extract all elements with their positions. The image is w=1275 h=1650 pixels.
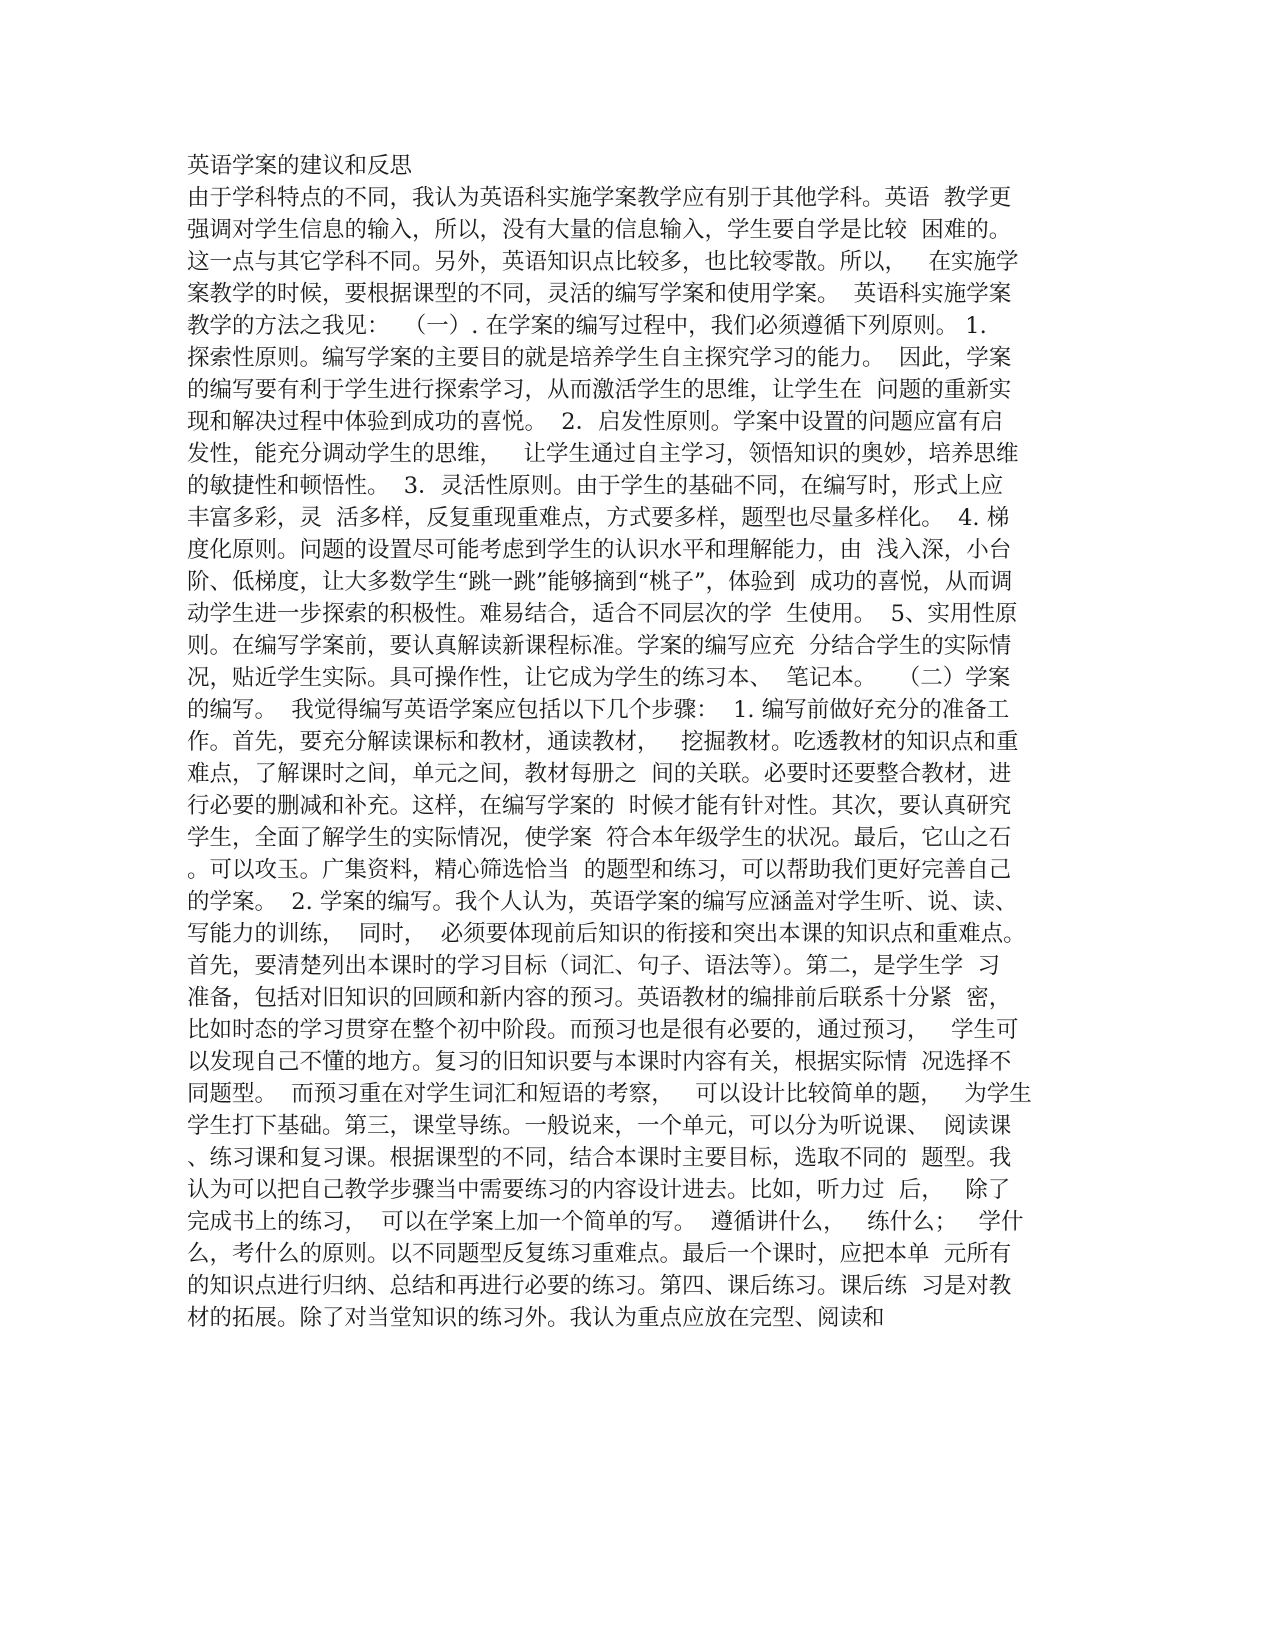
body-line: 行必要的删减和补充。这样，在编写学案的 时候才能有针对性。其次，要认真研究 [187, 793, 1012, 819]
body-line: 这一点与其它学科不同。另外，英语知识点比较多，也比较零散。所以， 在实施学 [187, 249, 1019, 275]
body-line: 材的拓展。除了对当堂知识的练习外。我认为重点应放在完型、阅读和 [187, 1305, 885, 1331]
body-line: 况，贴近学生实际。具可操作性，让它成为学生的练习本、 笔记本。 （二）学案 [187, 665, 1011, 691]
document-page [187, 150, 1087, 1334]
body-line: 度化原则。问题的设置尽可能考虑到学生的认识水平和理解能力，由 浅入深，小台 [187, 537, 1012, 563]
body-line: 比如时态的学习贯穿在整个初中阶段。而预习也是很有必要的，通过预习， 学生可 [187, 1017, 1019, 1043]
body-line: 现和解决过程中体验到成功的喜悦。 2．启发性原则。学案中设置的问题应富有启 [187, 409, 1004, 435]
body-line: 学生打下基础。第三，课堂导练。一般说来，一个单元，可以分为听说课、 阅读课 [187, 1113, 1012, 1139]
body-line: 写能力的训练， 同时， 必须要体现前后知识的衔接和突出本课的知识点和重难点。 [187, 921, 1026, 947]
body-line: 的知识点进行归纳、总结和再进行必要的练习。第四、课后练习。课后练 习是对教 [187, 1273, 1012, 1299]
body-line: 教学的方法之我见： （一）. 在学案的编写过程中，我们必须遵循下列原则。 1. [187, 313, 987, 339]
body-line: 、练习课和复习课。根据课型的不同，结合本课时主要目标，选取不同的 题型。我 [187, 1145, 1012, 1171]
body-line: 强调对学生信息的输入，所以，没有大量的信息输入，学生要自学是比较 困难的。 [187, 217, 1012, 243]
body-line: 动学生进一步探索的积极性。难易结合，适合不同层次的学 生使用。 5、实用性原 [187, 601, 1018, 627]
body-line: 由于学科特点的不同，我认为英语科实施学案教学应有别于其他学科。英语 教学更 [187, 185, 1012, 211]
body-line: 么，考什么的原则。以不同题型反复练习重难点。最后一个课时，应把本单 元所有 [187, 1241, 1012, 1267]
body-line: 难点，了解课时之间，单元之间，教材每册之 间的关联。必要时还要整合教材，进 [187, 761, 1012, 787]
body-line: 首先，要清楚列出本课时的学习目标（词汇、句子、语法等）。第二，是学生学 习 [187, 953, 1001, 979]
body-line: 的编写。 我觉得编写英语学案应包括以下几个步骤： 1. 编写前做好充分的准备工 [187, 697, 1010, 723]
body-line: 阶、低梯度，让大多数学生“跳一跳”能够摘到“桃子”，体验到 成功的喜悦，从而调 [187, 569, 1013, 595]
body-line: 案教学的时候，要根据课型的不同，灵活的编写学案和使用学案。 英语科实施学案 [187, 281, 1012, 307]
body-line: 准备，包括对旧知识的回顾和新内容的预习。英语教材的编排前后联系十分紧 密， [187, 985, 1012, 1011]
body-line: 丰富多彩，灵 活多样，反复重现重难点，方式要多样，题型也尽量多样化。 4. 梯 [187, 505, 1010, 531]
body-line: 学生，全面了解学生的实际情况，使学案 符合本年级学生的状况。最后，它山之石 [187, 825, 1012, 851]
body-line: 发性，能充分调动学生的思维， 让学生通过自主学习，领悟知识的奥妙，培养思维 [187, 441, 1019, 467]
body-line: 同题型。 而预习重在对学生词汇和短语的考察， 可以设计比较简单的题， 为学生 [187, 1081, 1032, 1107]
document-title: 英语学案的建议和反思 [187, 153, 413, 179]
body-line: 。可以攻玉。广集资料，精心筛选恰当 的题型和练习，可以帮助我们更好完善自己 [187, 857, 1012, 883]
body-line: 探索性原则。编写学案的主要目的就是培养学生自主探究学习的能力。 因此，学案 [187, 345, 1012, 371]
body-line: 则。在编写学案前，要认真解读新课程标准。学案的编写应充 分结合学生的实际情 [187, 633, 1012, 659]
body-line: 作。首先，要充分解读课标和教材，通读教材， 挖掘教材。吃透教材的知识点和重 [187, 729, 1019, 755]
body-line: 认为可以把自己教学步骤当中需要练习的内容设计进去。比如，听力过 后， 除了 [187, 1177, 1011, 1203]
body-line: 的学案。 2. 学案的编写。我个人认为，英语学案的编写应涵盖对学生听、说、读、 [187, 889, 1018, 915]
body-line: 的编写要有利于学生进行探索学习，从而激活学生的思维，让学生在 问题的重新实 [187, 377, 1012, 403]
body-line: 完成书上的练习， 可以在学案上加一个简单的写。 遵循讲什么， 练什么； 学什 [187, 1209, 1024, 1235]
body-line: 的敏捷性和顿悟性。 3．灵活性原则。由于学生的基础不同，在编写时，形式上应 [187, 473, 1004, 499]
body-line: 以发现自己不懂的地方。复习的旧知识要与本课时内容有关，根据实际情 况选择不 [187, 1049, 1012, 1075]
